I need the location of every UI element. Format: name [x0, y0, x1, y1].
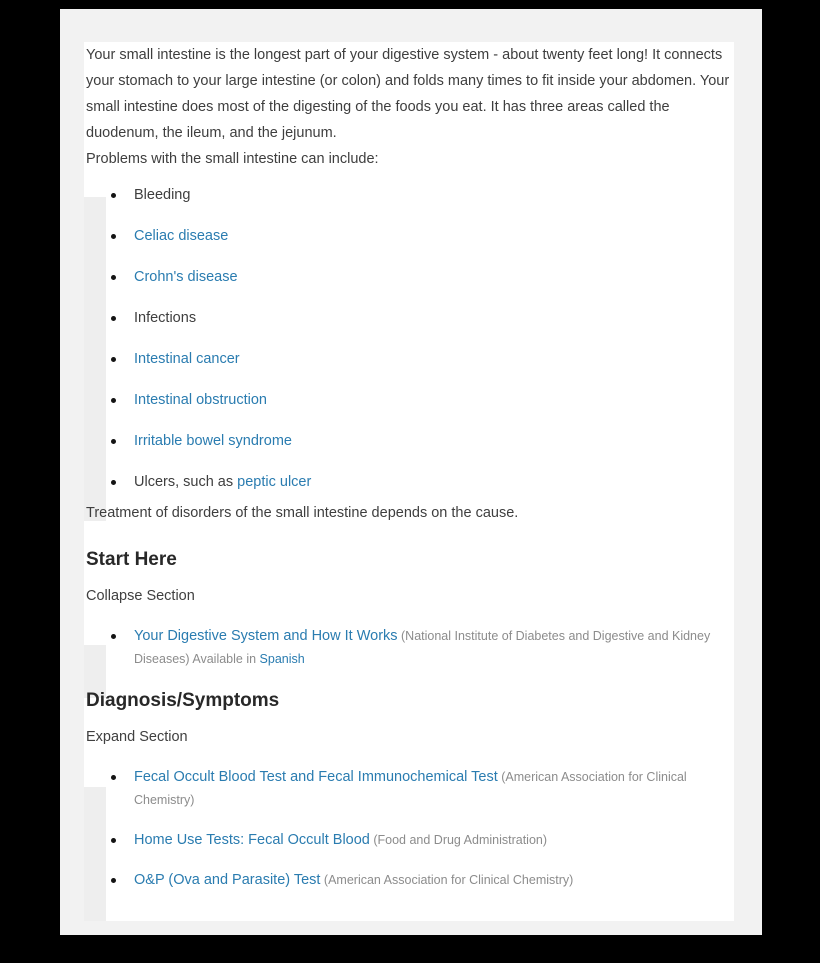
expand-section-toggle[interactable]: Expand Section — [86, 729, 188, 745]
section-heading-start-here: Start Here — [86, 549, 177, 570]
resource-item — [86, 625, 732, 671]
problem-link-crohns-disease[interactable]: Crohn's disease — [134, 269, 238, 285]
start-here-resource-list — [86, 625, 732, 671]
content-sheet — [84, 42, 734, 921]
resource-source: (Food and Drug Administration) — [369, 833, 548, 847]
problem-link-peptic-ulcer[interactable]: peptic ulcer — [237, 474, 312, 490]
bullet-icon — [111, 634, 116, 639]
collapse-section-toggle[interactable]: Collapse Section — [86, 588, 195, 604]
resource-item — [86, 869, 732, 892]
bullet-icon — [111, 357, 116, 362]
list-item — [86, 182, 732, 208]
bullet-icon — [111, 838, 116, 843]
diagnosis-resource-list — [86, 766, 732, 892]
resource-link-fecal-occult-blood-test[interactable]: Fecal Occult Blood Test and Fecal Immunochemical Test — [134, 769, 498, 785]
problem-link-irritable-bowel-syndrome[interactable]: Irritable bowel syndrome — [134, 433, 292, 449]
resource-link-digestive-system[interactable]: Your Digestive System and How It Works — [134, 628, 398, 644]
problem-text: Infections — [134, 310, 197, 326]
bullet-icon — [111, 439, 116, 444]
resource-item — [86, 829, 732, 852]
resource-link-ova-parasite-test[interactable]: O&P (Ova and Parasite) Test — [134, 872, 321, 888]
intro-paragraph: Your small intestine is the longest part of your digestive system - about twenty feet long! It connects your stomach to your large intestine (or colon) and folds many times to fit inside your abdomen. Your small intestine does most of the digesting of the foods you eat. It has three areas called the duodenum, the ileum, and the jejunum. — [86, 47, 730, 141]
bullet-icon — [111, 775, 116, 780]
problem-link-celiac-disease[interactable]: Celiac disease — [134, 228, 229, 244]
article-content — [86, 42, 732, 892]
bullet-icon — [111, 193, 116, 198]
problems-list — [86, 182, 732, 495]
problem-text: Bleeding — [134, 187, 191, 203]
problem-text: Ulcers, such as — [134, 474, 238, 490]
bullet-icon — [111, 480, 116, 485]
resource-source: (American Association for Clinical Chemistry) — [134, 770, 687, 807]
list-item — [86, 469, 732, 495]
resource-item — [86, 766, 732, 812]
list-item — [86, 305, 732, 331]
bullet-icon — [111, 316, 116, 321]
spanish-link[interactable]: Spanish — [259, 652, 305, 666]
list-item — [86, 346, 732, 372]
treatment-note: Treatment of disorders of the small intestine depends on the cause. — [86, 505, 519, 521]
list-item — [86, 223, 732, 249]
list-item — [86, 264, 732, 290]
resource-link-home-use-tests[interactable]: Home Use Tests: Fecal Occult Blood — [134, 832, 370, 848]
list-item — [86, 428, 732, 454]
section-heading-diagnosis-symptoms: Diagnosis/Symptoms — [86, 690, 280, 711]
problem-link-intestinal-cancer[interactable]: Intestinal cancer — [134, 351, 240, 367]
bullet-icon — [111, 234, 116, 239]
problems-lead: Problems with the small intestine can include: — [86, 151, 379, 167]
bullet-icon — [111, 275, 116, 280]
list-item — [86, 387, 732, 413]
resource-source: (National Institute of Diabetes and Digestive and Kidney Diseases) Available in — [134, 629, 711, 666]
problem-link-intestinal-obstruction[interactable]: Intestinal obstruction — [134, 392, 267, 408]
resource-source: (American Association for Clinical Chemistry) — [320, 873, 574, 887]
bullet-icon — [111, 878, 116, 883]
bullet-icon — [111, 398, 116, 403]
